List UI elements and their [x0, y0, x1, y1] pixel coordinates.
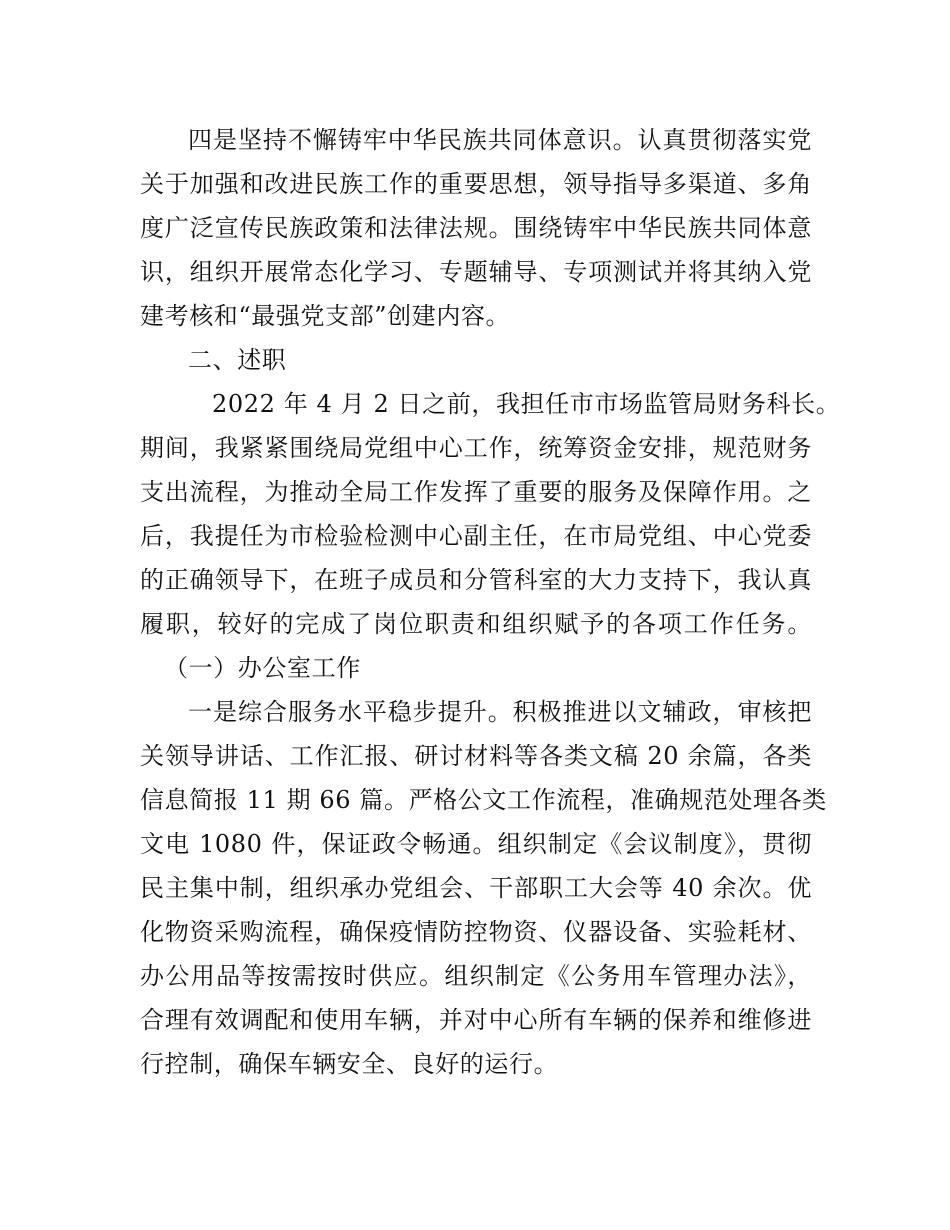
office-paragraph-line-4: 文电 1080 件，保证政令畅通。组织制定《会议制度》，贯彻	[140, 830, 812, 858]
duty-paragraph-line-5: 的正确领导下，在班子成员和分管科室的大力支持下，我认真	[140, 566, 812, 594]
paragraph-4-line-4: 识，组织开展常态化学习、专题辅导、专项测试并将其纳入党	[140, 258, 812, 286]
paragraph-4-line-3: 度广泛宣传民族政策和法律法规。围绕铸牢中华民族共同体意	[140, 214, 812, 242]
office-paragraph-line-6: 化物资采购流程，确保疫情防控物资、仪器设备、实验耗材、	[140, 918, 812, 946]
office-paragraph-line-9: 行控制，确保车辆安全、良好的运行。	[140, 1050, 559, 1078]
office-paragraph-line-1: 一是综合服务水平稳步提升。积极推进以文辅政，审核把	[188, 698, 812, 726]
office-paragraph-line-8: 合理有效调配和使用车辆，并对中心所有车辆的保养和维修进	[140, 1006, 812, 1034]
office-paragraph-line-5: 民主集中制，组织承办党组会、干部职工大会等 40 余次。优	[140, 874, 812, 902]
duty-paragraph-line-6: 履职，较好的完成了岗位职责和组织赋予的各项工作任务。	[140, 610, 812, 638]
duty-paragraph-line-2: 期间，我紧紧围绕局党组中心工作，统筹资金安排，规范财务	[140, 434, 812, 462]
subsection-1-heading: （一）办公室工作	[164, 654, 361, 682]
duty-paragraph-line-1: 2022 年 4 月 2 日之前，我担任市市场监管局财务科长。	[212, 390, 841, 418]
office-paragraph-line-3: 信息简报 11 期 66 篇。严格公文工作流程，准确规范处理各类	[140, 786, 827, 814]
office-paragraph-line-2: 关领导讲话、工作汇报、研讨材料等各类文稿 20 余篇，各类	[140, 742, 812, 770]
paragraph-4-line-1: 四是坚持不懈铸牢中华民族共同体意识。认真贯彻落实党	[188, 126, 812, 154]
duty-paragraph-line-4: 后，我提任为市检验检测中心副主任，在市局党组、中心党委	[140, 522, 812, 550]
section-2-heading: 二、述职	[188, 346, 287, 374]
duty-paragraph-line-3: 支出流程，为推动全局工作发挥了重要的服务及保障作用。之	[140, 478, 812, 506]
paragraph-4-line-2: 关于加强和改进民族工作的重要思想，领导指导多渠道、多角	[140, 170, 812, 198]
paragraph-4-line-5: 建考核和“最强党支部”创建内容。	[140, 302, 511, 330]
office-paragraph-line-7: 办公用品等按需按时供应。组织制定《公务用车管理办法》，	[140, 962, 812, 990]
